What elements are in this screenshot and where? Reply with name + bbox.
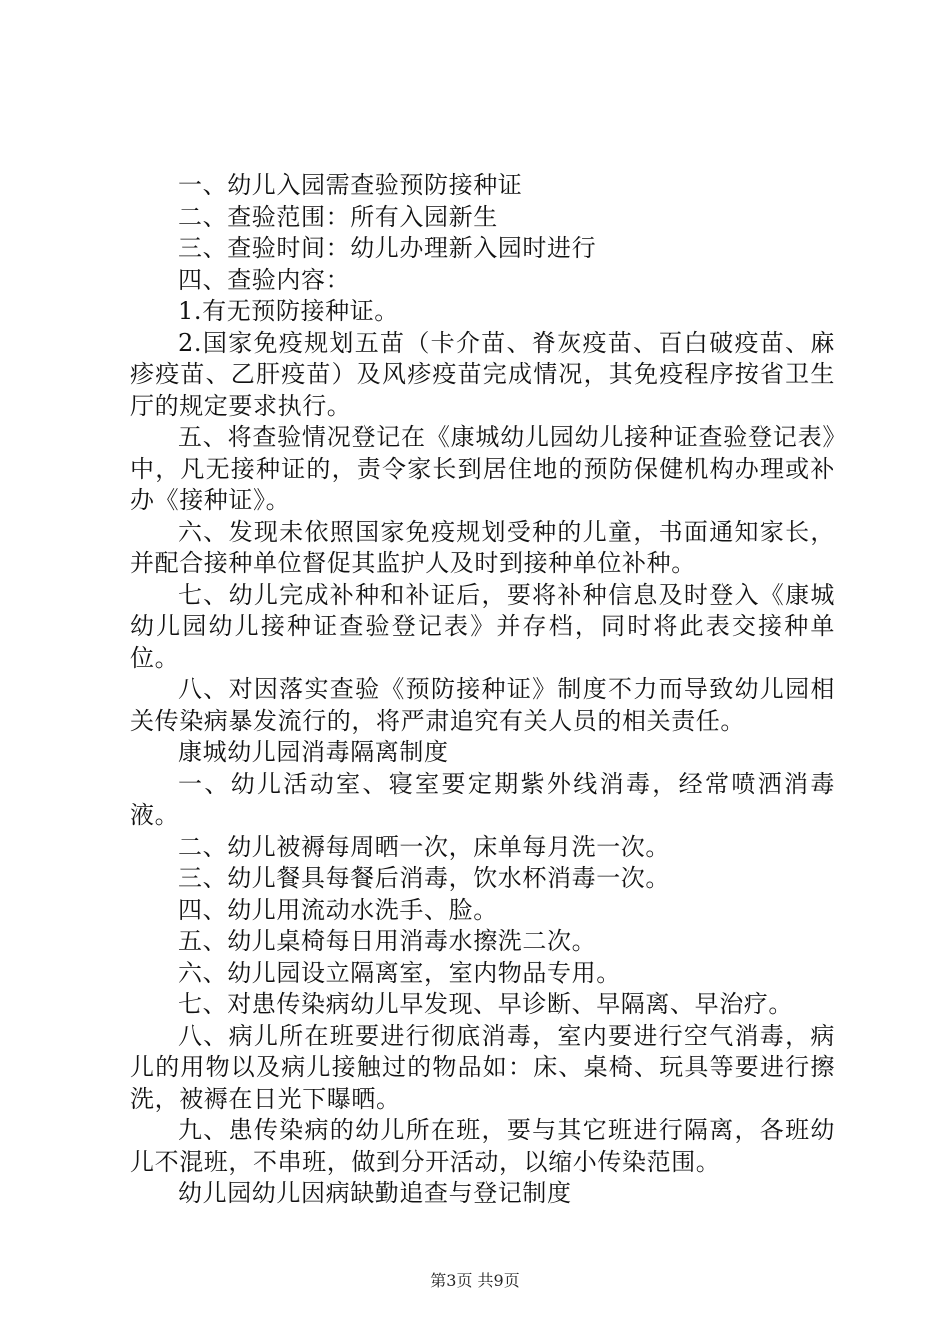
paragraph: 1.有无预防接种证。 [178, 297, 399, 325]
paragraph: 八、病儿所在班要进行彻底消毒，室内要进行空气消毒，病儿的用物以及病儿接触过的物品如：床、桌椅、玩具等要进行擦洗，被褥在日光下曝晒。 [130, 1021, 835, 1113]
page-footer [0, 1268, 950, 1291]
paragraph: 五、幼儿桌椅每日用消毒水擦洗二次。 [178, 927, 597, 955]
paragraph: 九、患传染病的幼儿所在班，要与其它班进行隔离，各班幼儿不混班，不串班，做到分开活动，以缩小传染范围。 [130, 1116, 835, 1176]
page-number: 第3页 共9页 [430, 1271, 520, 1290]
paragraph: 七、幼儿完成补种和补证后，要将补种信息及时登入《康城幼儿园幼儿接种证查验登记表》并存档，同时将此表交接种单位。 [130, 580, 835, 672]
paragraph: 六、幼儿园设立隔离室，室内物品专用。 [178, 958, 621, 987]
paragraph: 2.国家免疫规划五苗（卡介苗、脊灰疫苗、百白破疫苗、麻疹疫苗、乙肝疫苗）及风疹疫苗完成情况，其免疫程序按省卫生厅的规定要求执行。 [130, 328, 835, 420]
paragraph: 一、幼儿活动室、寝室要定期紫外线消毒，经常喷洒消毒液。 [130, 769, 835, 829]
section-heading: 幼儿园幼儿因病缺勤追查与登记制度 [178, 1179, 572, 1207]
paragraph: 一、幼儿入园需查验预防接种证 [178, 171, 523, 199]
document-body [130, 170, 835, 1210]
paragraph: 八、对因落实查验《预防接种证》制度不力而导致幼儿园相关传染病暴发流行的，将严肃追究有关人员的相关责任。 [130, 675, 835, 735]
paragraph: 五、将查验情况登记在《康城幼儿园幼儿接种证查验登记表》中，凡无接种证的，责令家长到居住地的预防保健机构办理或补办《接种证》。 [130, 423, 835, 514]
section-heading: 康城幼儿园消毒隔离制度 [178, 738, 449, 766]
paragraph: 四、查验内容： [178, 265, 351, 294]
paragraph: 六、发现未依照国家免疫规划受种的儿童，书面通知家长，并配合接种单位督促其监护人及时到接种单位补种。 [130, 517, 835, 577]
paragraph: 三、查验时间：幼儿办理新入园时进行 [178, 234, 597, 262]
paragraph: 七、对患传染病幼儿早发现、早诊断、早隔离、早治疗。 [178, 990, 793, 1018]
paragraph: 三、幼儿餐具每餐后消毒，饮水杯消毒一次。 [178, 864, 670, 892]
paragraph: 二、查验范围：所有入园新生 [178, 202, 498, 231]
paragraph: 二、幼儿被褥每周晒一次，床单每月洗一次。 [178, 832, 670, 861]
paragraph: 四、幼儿用流动水洗手、脸。 [178, 895, 498, 924]
